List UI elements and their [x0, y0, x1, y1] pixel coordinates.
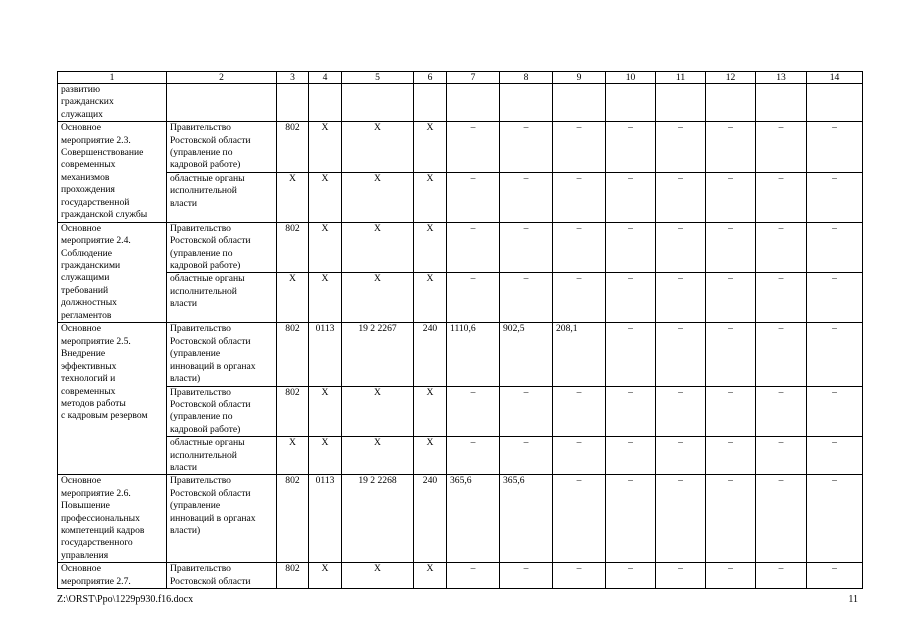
value-cell-col-14 — [807, 84, 863, 122]
column-number-7: 7 — [447, 72, 500, 84]
table-row — [58, 273, 863, 323]
value-cell-col-7: – — [447, 122, 500, 173]
value-cell-col-13: – — [756, 122, 807, 173]
value-cell-col-7: – — [447, 273, 500, 323]
value-cell-col-4: 0113 — [309, 323, 342, 386]
value-cell-col-6: X — [414, 386, 447, 437]
value-cell-col-9: – — [553, 563, 606, 589]
measure-name-cell: Основное мероприятие 2.7. — [58, 563, 167, 589]
executor-cell: Правительство Ростовской области (управление по кадровой работе) — [167, 122, 277, 173]
table-row — [58, 437, 863, 475]
measure-name-cell: развитию гражданских служащих — [58, 84, 167, 122]
value-cell-col-8: – — [500, 273, 553, 323]
value-cell-col-11: – — [656, 563, 706, 589]
column-number-10: 10 — [606, 72, 656, 84]
value-cell-col-4: X — [309, 273, 342, 323]
executor-cell: Правительство Ростовской области (управление инноваций в органах власти) — [167, 323, 277, 386]
value-cell-col-6: X — [414, 222, 447, 273]
value-cell-col-10: – — [606, 122, 656, 173]
value-cell-col-10: – — [606, 475, 656, 563]
value-cell-col-4: X — [309, 172, 342, 222]
column-number-13: 13 — [756, 72, 807, 84]
value-cell-col-3: 802 — [277, 386, 309, 437]
value-cell-col-3: 802 — [277, 323, 309, 386]
value-cell-col-12: – — [706, 475, 756, 563]
value-cell-col-14: – — [807, 273, 863, 323]
value-cell-col-13: – — [756, 222, 807, 273]
value-cell-col-14: – — [807, 222, 863, 273]
value-cell-col-6: X — [414, 122, 447, 173]
value-cell-col-13: – — [756, 437, 807, 475]
value-cell-col-7: – — [447, 222, 500, 273]
table-row — [58, 475, 863, 563]
value-cell-col-8: 902,5 — [500, 323, 553, 386]
value-cell-col-3: 802 — [277, 475, 309, 563]
value-cell-col-10: – — [606, 437, 656, 475]
measure-name-cell: Основное мероприятие 2.4. Соблюдение гражданскими служащими требований должностных регламентов — [58, 222, 167, 323]
value-cell-col-8 — [500, 84, 553, 122]
value-cell-col-5 — [342, 84, 414, 122]
value-cell-col-8: – — [500, 122, 553, 173]
value-cell-col-5: X — [342, 437, 414, 475]
executor-cell: Правительство Ростовской области (управление по кадровой работе) — [167, 386, 277, 437]
value-cell-col-14: – — [807, 475, 863, 563]
value-cell-col-8: – — [500, 386, 553, 437]
measure-name-cell: Основное мероприятие 2.5. Внедрение эффективных технологий и современных методов работы с кадровым резервом — [58, 323, 167, 475]
budget-table — [57, 71, 863, 589]
value-cell-col-4: X — [309, 563, 342, 589]
value-cell-col-5: X — [342, 386, 414, 437]
value-cell-col-13 — [756, 84, 807, 122]
executor-cell: Правительство Ростовской области (управление по кадровой работе) — [167, 222, 277, 273]
value-cell-col-4: 0113 — [309, 475, 342, 563]
value-cell-col-3: 802 — [277, 222, 309, 273]
column-number-8: 8 — [500, 72, 553, 84]
value-cell-col-11 — [656, 84, 706, 122]
value-cell-col-7: – — [447, 437, 500, 475]
value-cell-col-6: X — [414, 437, 447, 475]
value-cell-col-12: – — [706, 386, 756, 437]
table-row — [58, 222, 863, 273]
value-cell-col-11: – — [656, 475, 706, 563]
value-cell-col-14: – — [807, 122, 863, 173]
value-cell-col-4: X — [309, 386, 342, 437]
table-row — [58, 84, 863, 122]
value-cell-col-13: – — [756, 323, 807, 386]
value-cell-col-6: X — [414, 172, 447, 222]
value-cell-col-6 — [414, 84, 447, 122]
value-cell-col-9: 208,1 — [553, 323, 606, 386]
value-cell-col-4: X — [309, 437, 342, 475]
value-cell-col-11: – — [656, 323, 706, 386]
measure-name-cell: Основное мероприятие 2.6. Повышение профессиональных компетенций кадров государственного управления — [58, 475, 167, 563]
footer-page-number: 11 — [848, 594, 858, 605]
value-cell-col-3: X — [277, 172, 309, 222]
value-cell-col-12: – — [706, 323, 756, 386]
executor-cell: областные органы исполнительной власти — [167, 172, 277, 222]
value-cell-col-9: – — [553, 222, 606, 273]
value-cell-col-13: – — [756, 386, 807, 437]
table-row — [58, 122, 863, 173]
value-cell-col-9: – — [553, 172, 606, 222]
executor-cell: областные органы исполнительной власти — [167, 273, 277, 323]
executor-cell: Правительство Ростовской области — [167, 563, 277, 589]
value-cell-col-7: 365,6 — [447, 475, 500, 563]
column-number-5: 5 — [342, 72, 414, 84]
value-cell-col-11: – — [656, 386, 706, 437]
value-cell-col-12 — [706, 84, 756, 122]
column-number-9: 9 — [553, 72, 606, 84]
table-row — [58, 386, 863, 437]
value-cell-col-10: – — [606, 563, 656, 589]
value-cell-col-8: – — [500, 172, 553, 222]
value-cell-col-5: X — [342, 122, 414, 173]
value-cell-col-12: – — [706, 222, 756, 273]
value-cell-col-5: X — [342, 273, 414, 323]
value-cell-col-9: – — [553, 475, 606, 563]
value-cell-col-13: – — [756, 563, 807, 589]
value-cell-col-6: X — [414, 563, 447, 589]
value-cell-col-8: – — [500, 563, 553, 589]
value-cell-col-4 — [309, 84, 342, 122]
column-number-4: 4 — [309, 72, 342, 84]
value-cell-col-5: X — [342, 563, 414, 589]
value-cell-col-3 — [277, 84, 309, 122]
value-cell-col-10: – — [606, 323, 656, 386]
value-cell-col-3: 802 — [277, 122, 309, 173]
value-cell-col-10: – — [606, 273, 656, 323]
value-cell-col-4: X — [309, 122, 342, 173]
value-cell-col-6: 240 — [414, 323, 447, 386]
value-cell-col-13: – — [756, 172, 807, 222]
executor-cell: областные органы исполнительной власти — [167, 437, 277, 475]
value-cell-col-12: – — [706, 563, 756, 589]
value-cell-col-10: – — [606, 172, 656, 222]
value-cell-col-14: – — [807, 323, 863, 386]
value-cell-col-13: – — [756, 273, 807, 323]
value-cell-col-8: – — [500, 437, 553, 475]
value-cell-col-12: – — [706, 172, 756, 222]
value-cell-col-7: – — [447, 386, 500, 437]
executor-cell: Правительство Ростовской области (управление инноваций в органах власти) — [167, 475, 277, 563]
column-number-2: 2 — [167, 72, 277, 84]
value-cell-col-9: – — [553, 437, 606, 475]
table-row — [58, 172, 863, 222]
value-cell-col-12: – — [706, 437, 756, 475]
value-cell-col-12: – — [706, 273, 756, 323]
value-cell-col-5: 19 2 2268 — [342, 475, 414, 563]
footer-file-path: Z:\ORST\Ppo\1229p930.f16.docx — [57, 594, 194, 605]
value-cell-col-5: X — [342, 222, 414, 273]
value-cell-col-3: X — [277, 437, 309, 475]
value-cell-col-12: – — [706, 122, 756, 173]
column-number-12: 12 — [706, 72, 756, 84]
value-cell-col-11: – — [656, 172, 706, 222]
value-cell-col-10 — [606, 84, 656, 122]
value-cell-col-11: – — [656, 437, 706, 475]
value-cell-col-9: – — [553, 273, 606, 323]
value-cell-col-9: – — [553, 386, 606, 437]
value-cell-col-14: – — [807, 386, 863, 437]
measure-name-cell: Основное мероприятие 2.3. Совершенствование современных механизмов прохождения государственной гражданской службы — [58, 122, 167, 223]
value-cell-col-3: X — [277, 273, 309, 323]
value-cell-col-6: 240 — [414, 475, 447, 563]
column-number-3: 3 — [277, 72, 309, 84]
value-cell-col-4: X — [309, 222, 342, 273]
value-cell-col-11: – — [656, 122, 706, 173]
table-row — [58, 563, 863, 589]
value-cell-col-14: – — [807, 437, 863, 475]
column-number-header — [58, 72, 863, 84]
value-cell-col-13: – — [756, 475, 807, 563]
value-cell-col-3: 802 — [277, 563, 309, 589]
value-cell-col-14: – — [807, 563, 863, 589]
value-cell-col-7 — [447, 84, 500, 122]
value-cell-col-6: X — [414, 273, 447, 323]
value-cell-col-8: 365,6 — [500, 475, 553, 563]
column-number-11: 11 — [656, 72, 706, 84]
value-cell-col-10: – — [606, 222, 656, 273]
table-row — [58, 323, 863, 386]
value-cell-col-10: – — [606, 386, 656, 437]
column-number-6: 6 — [414, 72, 447, 84]
column-number-1: 1 — [58, 72, 167, 84]
value-cell-col-8: – — [500, 222, 553, 273]
value-cell-col-9 — [553, 84, 606, 122]
value-cell-col-7: 1110,6 — [447, 323, 500, 386]
value-cell-col-11: – — [656, 273, 706, 323]
value-cell-col-5: X — [342, 172, 414, 222]
value-cell-col-11: – — [656, 222, 706, 273]
value-cell-col-7: – — [447, 563, 500, 589]
executor-cell — [167, 84, 277, 122]
value-cell-col-14: – — [807, 172, 863, 222]
value-cell-col-7: – — [447, 172, 500, 222]
value-cell-col-9: – — [553, 122, 606, 173]
column-number-14: 14 — [807, 72, 863, 84]
value-cell-col-5: 19 2 2267 — [342, 323, 414, 386]
